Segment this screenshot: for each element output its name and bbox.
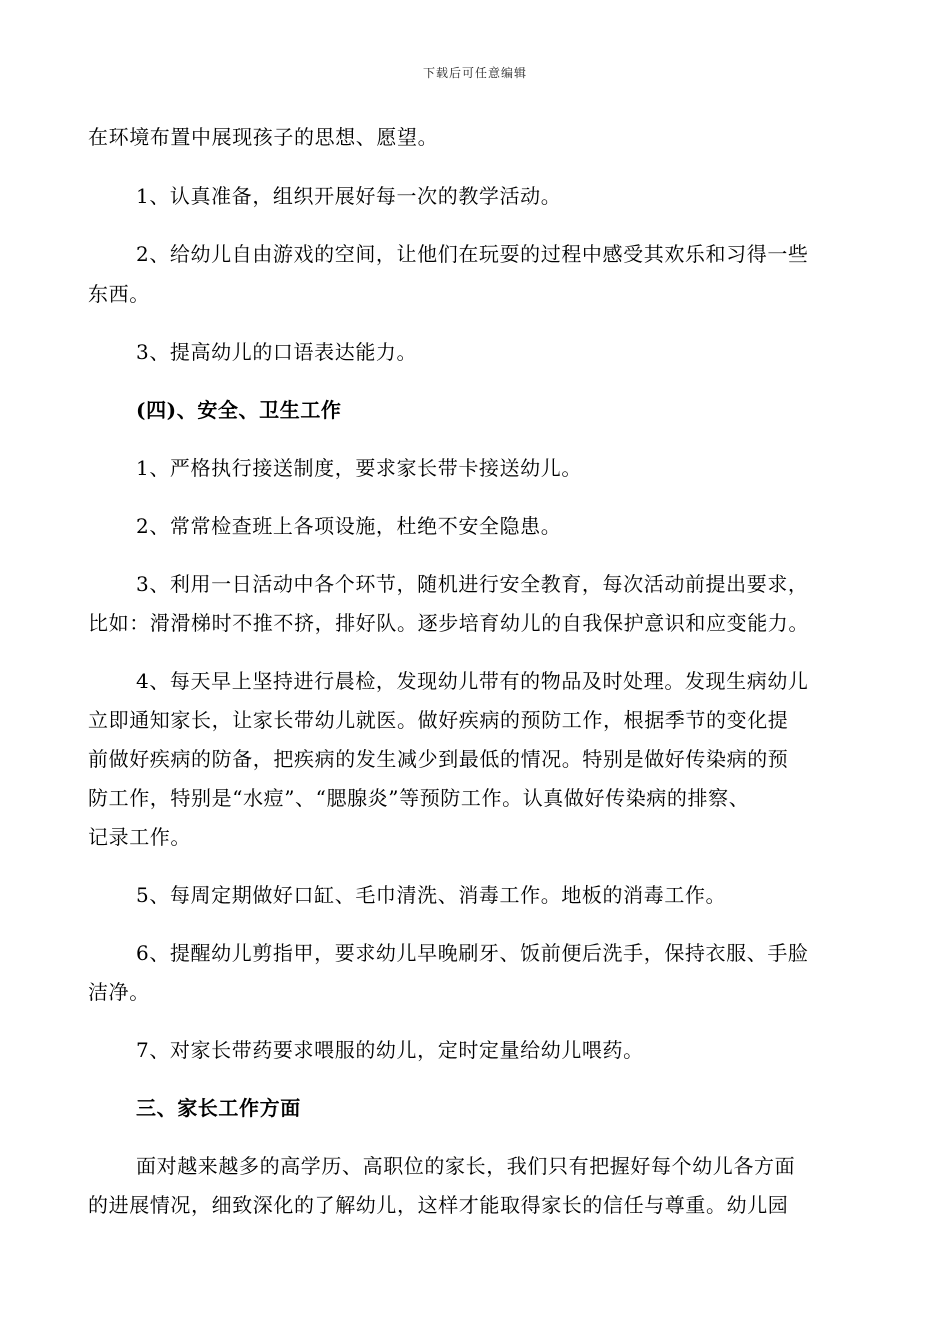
list-item-text-continued: 记录工作。 [88,825,191,849]
section-heading: 三、家长工作方面 [136,1096,301,1120]
list-item-text: 4、每天早上坚持进行晨检，发现幼儿带有的物品及时处理。发现生病幼儿 [136,669,809,693]
list-item-text-continued: 比如：滑滑梯时不推不挤，排好队。逐步培育幼儿的自我保护意识和应变能力。 [88,611,809,635]
paragraph-text-continued: 的进展情况，细致深化的了解幼儿，这样才能取得家长的信任与尊重。幼儿园 [88,1193,789,1217]
list-item-text: 2、给幼儿自由游戏的空间，让他们在玩耍的过程中感受其欢乐和习得一些 [136,242,809,266]
text-line: 在环境布置中展现孩子的思想、愿望。 [88,125,439,149]
list-item-text-continued: 立即通知家长，让家长带幼儿就医。做好疾病的预防工作，根据季节的变化提 [88,708,789,732]
list-item-text: 1、严格执行接送制度，要求家长带卡接送幼儿。 [136,456,582,480]
list-item-text: 1、认真准备，组织开展好每一次的教学活动。 [136,184,562,208]
list-item-text: 7、对家长带药要求喂服的幼儿，定时定量给幼儿喂药。 [136,1038,644,1062]
list-item-text-continued: 防工作，特别是“水痘”、“腮腺炎”等预防工作。认真做好传染病的排察、 [88,786,750,810]
list-item-text-continued: 东西。 [88,282,150,306]
list-item-text-continued: 洁净。 [88,980,150,1004]
list-item-text: 2、常常检查班上各项设施，杜绝不安全隐患。 [136,514,562,538]
section-heading: (四)、安全、卫生工作 [136,398,342,422]
page-header: 下载后可任意编辑 [422,66,527,80]
list-item-text-continued: 前做好疾病的防备，把疾病的发生减少到最低的情况。特别是做好传染病的预 [88,747,789,771]
list-item-text: 3、利用一日活动中各个环节，随机进行安全教育，每次活动前提出要求， [136,572,809,596]
list-item-text: 5、每周定期做好口缸、毛巾清洗、消毒工作。地板的消毒工作。 [136,883,727,907]
list-item-text: 6、提醒幼儿剪指甲，要求幼儿早晚刷牙、饭前便后洗手，保持衣服、手脸 [136,941,809,965]
paragraph-text: 面对越来越多的高学历、高职位的家长，我们只有把握好每个幼儿各方面 [136,1154,796,1178]
list-item-text: 3、提高幼儿的口语表达能力。 [136,340,418,364]
